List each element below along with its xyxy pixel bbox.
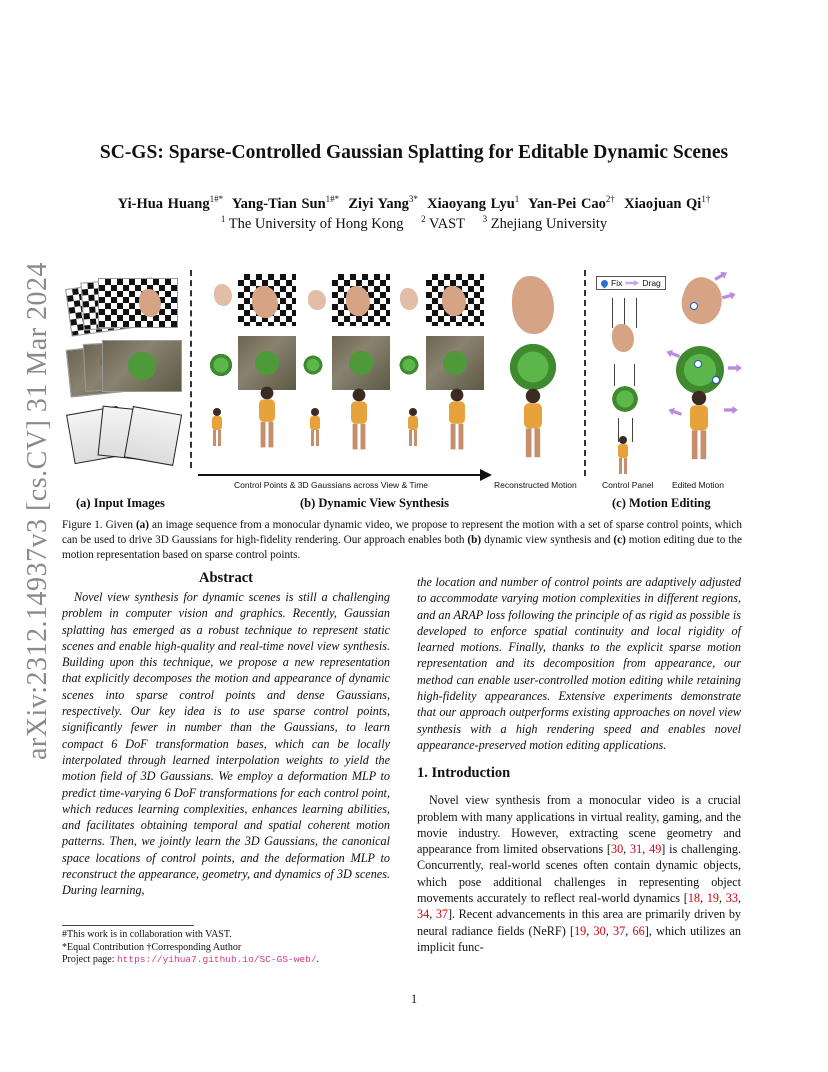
caption-ref-a: (a) bbox=[135, 519, 149, 531]
puppet-string bbox=[634, 364, 635, 386]
caption-text: dynamic view synthesis and bbox=[481, 534, 614, 546]
citation-link[interactable]: 30 bbox=[593, 923, 606, 938]
affil-sup: 2 bbox=[421, 214, 426, 224]
control-panel-plant bbox=[610, 384, 640, 414]
author-sup: 1#* bbox=[325, 194, 340, 204]
edited-motion-label: Edited Motion bbox=[672, 480, 724, 490]
citation-link[interactable]: 49 bbox=[649, 842, 662, 857]
drag-arrow-icon bbox=[667, 406, 683, 418]
abstract-text-right: the location and number of control points are adaptively adjusted to accommodate varying motion complexities in different regions, and an ARAP loss following the principle of as rigid as possible is developed to enforce spatial continuity and local rigidity of learned motions. Finally, thanks to the explicit sparse motion representation and its decomposition from appearance, our method can enable user-controlled motion editing while retaining high-fidelity appearances. Extensive experiments demonstrate that our approach outperforms existing approaches on novel view synthesis with a high rendering speed and enables novel appearance-preserved motion editing applications. bbox=[417, 575, 741, 752]
control-panel-hand bbox=[612, 324, 634, 352]
rendered-plant-view bbox=[426, 336, 484, 390]
control-panel-label: Control Panel bbox=[602, 480, 654, 490]
rendered-hand-view bbox=[426, 274, 484, 326]
author-sup: 1 bbox=[514, 194, 520, 204]
rendered-person bbox=[212, 408, 222, 446]
rendered-person bbox=[449, 389, 465, 450]
edited-hand bbox=[675, 273, 728, 330]
citation-link[interactable]: 31 bbox=[630, 842, 643, 857]
page-number: 1 bbox=[410, 992, 418, 1006]
reconstructed-plant bbox=[506, 340, 560, 394]
left-column bbox=[62, 570, 390, 899]
author-sup: 1† bbox=[701, 194, 711, 204]
figure-1 bbox=[62, 268, 742, 516]
rendered-person bbox=[408, 408, 418, 446]
control-panel-person bbox=[618, 436, 628, 474]
footnotes bbox=[62, 929, 392, 967]
caption-ref-c: (c) bbox=[613, 534, 626, 546]
intro-text: ], which utilizes an implicit func- bbox=[417, 923, 742, 954]
intro-text: Novel view synthesis from a monocular video is a crucial problem with many applications in virtual reality, gaming, and the movie industry. However, extracting scene geometry and appearance from limited observations [ bbox=[417, 793, 741, 857]
arxiv-stamp: arXiv:2312.14937v3 [cs.CV] 31 Mar 2024 bbox=[22, 261, 53, 760]
affiliation: The University of Hong Kong bbox=[228, 215, 404, 232]
edited-person bbox=[690, 391, 708, 459]
rendered-hand-view bbox=[238, 274, 296, 326]
rendered-hand bbox=[400, 288, 418, 310]
rendered-person bbox=[259, 387, 275, 448]
rendered-hand-view bbox=[332, 274, 390, 326]
citation-link[interactable]: 18 bbox=[687, 891, 701, 906]
author-sup: 2† bbox=[605, 194, 615, 204]
citation-link[interactable]: 34 bbox=[417, 907, 430, 922]
rendered-plant bbox=[302, 354, 324, 376]
rendered-hand bbox=[214, 284, 232, 306]
rendered-person bbox=[310, 408, 320, 446]
author-name: Xiaoyang Lyu bbox=[427, 195, 515, 212]
label-a: (a) Input Images bbox=[76, 496, 165, 510]
abstract-text-left: Novel view synthesis for dynamic scenes is still a challenging problem in computer vision and graphics. Recently, Gaussian splatting has emerged as a robust technique to represent static scenes and enable high-quality and real-time novel view synthesis. Building upon this technique, we propose a new representation that explicitly decomposes the motion and appearance of dynamic scenes into sparse control points and dense Gaussians, respectively. Our key idea is to use sparse control points, significantly fewer in number than the Gaussians, to learn compact 6 DoF transformation bases, which can be locally interpolated through learned interpolation weights to yield the motion field of 3D Gaussians. We employ a deformation MLP to predict time-varying 6 DoF transformations for each control point, which reduces learning complexities, enhances learning abilities, and facilitates obtaining temporal and spatial coherent motion patterns. Then, we jointly learn the 3D Gaussians, the canonical space locations of control points, and the deformation MLP to reconstruct the appearance, geometry, and dynamics of 3D scenes. During learning, bbox=[62, 590, 390, 898]
drag-arrow-icon bbox=[721, 290, 737, 301]
footnote-period: . bbox=[316, 954, 320, 965]
abstract-heading: Abstract bbox=[199, 570, 253, 586]
intro-paragraph: Novel view synthesis from a monocular video is a crucial problem with many applications in virtual reality, gaming, and the movie industry. However, extracting scene geometry and appearance from limited observations [30, 31, 49] is challenging. Concurrently, real-world scenes often contain dynamic objects, which pose additional challenges in representing object movements accurately to reflect real-world dynamics [18, 19, 33, 34, 37]. Recent advancements in this area are primarily driven by neural radiance fields (NeRF) [19, 30, 37, 66], which utilizes an implicit func- bbox=[417, 793, 742, 954]
paper-title: SC-GS: Sparse-Controlled Gaussian Splatting for Editable Dynamic Scenes bbox=[99, 142, 729, 163]
caption-text: motion editing due to the motion representation based on sparse control points. bbox=[62, 534, 742, 561]
puppet-string bbox=[614, 364, 615, 386]
citation-link[interactable]: 19 bbox=[706, 891, 719, 906]
citation-link[interactable]: 33 bbox=[725, 891, 738, 906]
control-point-icon bbox=[690, 302, 698, 310]
arrow-head-icon bbox=[480, 469, 492, 481]
right-column bbox=[417, 574, 741, 955]
citation-link[interactable]: 19 bbox=[574, 923, 587, 938]
author-name: Yi-Hua Huang bbox=[117, 195, 210, 212]
footnote-project bbox=[62, 954, 392, 967]
drag-arrow-icon bbox=[724, 406, 738, 414]
label-c: (c) Motion Editing bbox=[612, 496, 711, 510]
affiliation-list bbox=[0, 214, 828, 233]
affiliation: VAST bbox=[429, 215, 465, 232]
rendered-plant-view bbox=[332, 336, 390, 390]
affil-sup: 3 bbox=[482, 214, 488, 224]
drag-arrow-icon bbox=[728, 364, 742, 372]
rendered-plant bbox=[398, 354, 420, 376]
affil-sup: 1 bbox=[220, 214, 226, 224]
puppet-string bbox=[636, 298, 637, 328]
caption-ref-b: (b) bbox=[467, 534, 482, 546]
edited-plant bbox=[672, 342, 728, 398]
puppet-string bbox=[632, 418, 633, 442]
section-heading-introduction: 1. Introduction bbox=[417, 765, 511, 782]
footnote-rule bbox=[62, 925, 194, 926]
citation-link[interactable]: 66 bbox=[632, 923, 645, 938]
legend-drag-label: Drag bbox=[642, 278, 661, 288]
control-point-icon bbox=[694, 360, 702, 368]
drag-arrow-icon bbox=[713, 269, 729, 283]
author-name: Ziyi Yang bbox=[348, 195, 409, 212]
citation-link[interactable]: 37 bbox=[435, 907, 448, 922]
author-name: Yang-Tian Sun bbox=[231, 195, 326, 212]
fix-pin-icon bbox=[600, 278, 610, 288]
footnote-equal: *Equal Contribution †Corresponding Author bbox=[62, 941, 242, 953]
drag-arrow-icon bbox=[625, 280, 639, 286]
project-page-link[interactable]: https://yihua7.github.io/SC-GS-web/ bbox=[116, 954, 317, 965]
author-name: Yan-Pei Cao bbox=[527, 195, 606, 212]
citation-link[interactable]: 37 bbox=[613, 923, 626, 938]
edit-legend bbox=[596, 276, 666, 290]
puppet-string bbox=[612, 298, 613, 328]
control-point-icon bbox=[712, 376, 720, 384]
input-image-hand bbox=[98, 278, 178, 328]
caption-text: an image sequence from a monocular dynamic video, we propose to represent the motion with a set of sparse control points, which can be used to drive 3D Gaussians for high-fidelity rendering. Our approach enables both bbox=[62, 519, 742, 546]
author-list bbox=[0, 194, 828, 213]
affiliation: Zhejiang University bbox=[490, 215, 608, 232]
footnote-collab: #This work is in collaboration with VAST. bbox=[62, 929, 232, 940]
reconstructed-label: Reconstructed Motion bbox=[494, 480, 577, 490]
intro-text: ]. Recent advancements in this area are primarily driven by neural radiance fields (NeRF) [ bbox=[417, 907, 742, 938]
reconstructed-hand bbox=[512, 276, 554, 334]
divider-a-b bbox=[190, 270, 192, 468]
reconstructed-person bbox=[524, 389, 542, 457]
intro-text: ] is challenging. Concurrently, real-world scenes often contain dynamic objects, which pose additional challenges in representing object movements accurately to reflect real-world dynamics [ bbox=[417, 842, 742, 906]
arrow-label: Control Points & 3D Gaussians across View & Time bbox=[234, 480, 429, 490]
author-sup: 1#* bbox=[209, 194, 224, 204]
rendered-plant-view bbox=[238, 336, 296, 390]
timeline-arrow bbox=[198, 474, 482, 476]
label-b: (b) Dynamic View Synthesis bbox=[300, 496, 449, 510]
rendered-plant bbox=[208, 352, 234, 378]
legend-fix-label: Fix bbox=[611, 278, 623, 288]
figure-caption bbox=[62, 518, 742, 563]
rendered-hand bbox=[308, 290, 326, 310]
input-image-person bbox=[124, 406, 182, 466]
rendered-person bbox=[351, 389, 367, 450]
input-image-plant bbox=[102, 340, 182, 392]
author-sup: 3* bbox=[408, 194, 418, 204]
citation-link[interactable]: 30 bbox=[610, 842, 624, 857]
divider-b-c bbox=[584, 270, 586, 476]
caption-text: Figure 1. Given bbox=[62, 519, 136, 531]
author-name: Xiaojuan Qi bbox=[624, 195, 702, 212]
project-page-label: Project page: bbox=[62, 954, 117, 965]
